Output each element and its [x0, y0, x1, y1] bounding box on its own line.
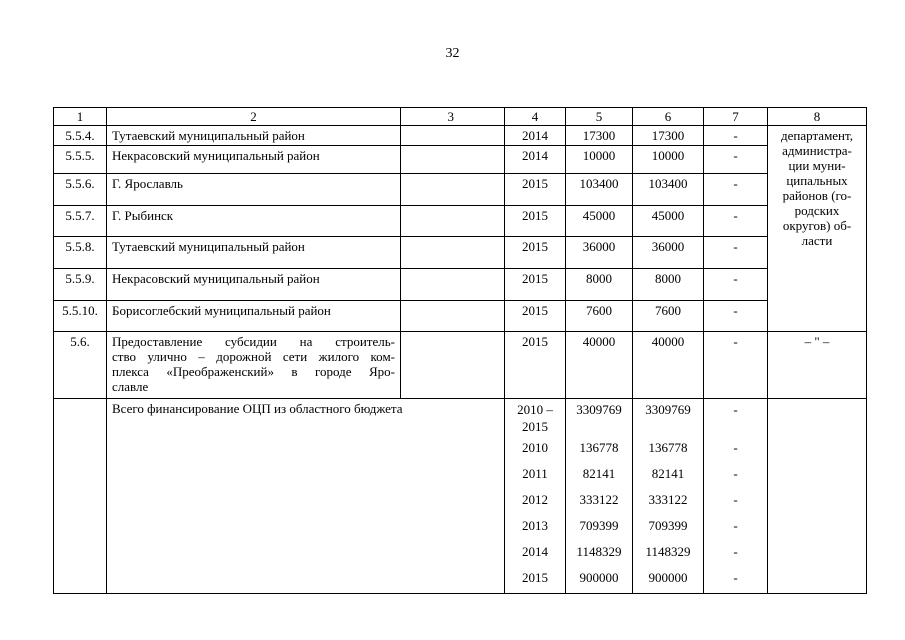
- row-value-5: 10000: [566, 146, 633, 174]
- total-value-6: 82141: [651, 466, 685, 481]
- total-number: [54, 399, 107, 594]
- total-values-7: [704, 399, 768, 594]
- total-year: 2011: [522, 466, 548, 481]
- row-col3: [401, 237, 505, 269]
- row-col3: [401, 126, 505, 146]
- total-executor: [768, 399, 867, 594]
- table-row: [54, 146, 867, 174]
- row-col3: [401, 301, 505, 332]
- total-value-7: -: [733, 402, 738, 417]
- row-value-7: -: [704, 206, 768, 237]
- row-year: 2015: [505, 174, 566, 206]
- total-value-7: -: [733, 570, 738, 585]
- row-name: Г. Ярославль: [107, 174, 401, 206]
- header-cell-4: 4: [505, 108, 566, 126]
- executor-cell: [768, 126, 867, 332]
- row-col3: [401, 206, 505, 237]
- row-executor: – " –: [768, 332, 867, 399]
- row-name: Тутаевский муниципальный район: [107, 126, 401, 146]
- row-name-line: плекса «Преображенский» в городе Яро-: [112, 364, 395, 379]
- row-name: Борисоглебский муниципальный район: [107, 301, 401, 332]
- row-number: 5.5.9.: [54, 269, 107, 301]
- row-value-6: 36000: [633, 237, 704, 269]
- row-col3: [401, 174, 505, 206]
- total-year: 2012: [522, 492, 548, 507]
- row-year: 2015: [505, 269, 566, 301]
- total-values-5: [566, 399, 633, 594]
- header-row: [54, 108, 867, 126]
- row-year: 2015: [505, 237, 566, 269]
- row-number: 5.5.6.: [54, 174, 107, 206]
- total-value-6: 136778: [648, 440, 688, 455]
- row-value-5: 103400: [566, 174, 633, 206]
- header-cell-5: 5: [566, 108, 633, 126]
- header-cell-1: 1: [54, 108, 107, 126]
- row-value-7: -: [704, 237, 768, 269]
- total-value-5: 136778: [579, 440, 619, 455]
- total-value-6: 900000: [648, 570, 688, 585]
- row-value-7: -: [704, 301, 768, 332]
- executor-line: департамент,: [781, 128, 853, 143]
- row-value-5: 36000: [566, 237, 633, 269]
- total-value-6: 333122: [648, 492, 688, 507]
- row-number: 5.5.4.: [54, 126, 107, 146]
- executor-line: ции муни-: [788, 158, 846, 173]
- total-value-7: -: [733, 466, 738, 481]
- header-cell-8: 8: [768, 108, 867, 126]
- row-number: 5.5.10.: [54, 301, 107, 332]
- row-value-5: 40000: [566, 332, 633, 399]
- header-cell-3: 3: [401, 108, 505, 126]
- executor-line: ципальных: [786, 173, 848, 188]
- header-cell-2: 2: [107, 108, 401, 126]
- row-col3: [401, 332, 505, 399]
- executor-line: районов (го-: [782, 188, 852, 203]
- row-year: 2015: [505, 206, 566, 237]
- row-value-7: -: [704, 174, 768, 206]
- row-value-5: 7600: [566, 301, 633, 332]
- total-value-6: 3309769: [645, 402, 691, 417]
- total-values-6: [633, 399, 704, 594]
- row-col3: [401, 269, 505, 301]
- row-year: 2014: [505, 126, 566, 146]
- program-table: [53, 107, 867, 594]
- total-value-6: 709399: [648, 518, 688, 533]
- row-value-7: -: [704, 126, 768, 146]
- total-value-7: -: [733, 518, 738, 533]
- table-row: [54, 206, 867, 237]
- total-years: [505, 399, 566, 594]
- row-name-line: славле: [112, 379, 149, 394]
- table-row: [54, 301, 867, 332]
- total-value-5: 709399: [579, 518, 619, 533]
- row-value-7: -: [704, 146, 768, 174]
- row-value-7: -: [704, 269, 768, 301]
- row-value-6: 8000: [633, 269, 704, 301]
- total-value-6: 1148329: [645, 544, 691, 559]
- row-number: 5.5.7.: [54, 206, 107, 237]
- row-name: Некрасовский муниципальный район: [107, 146, 401, 174]
- row-value-6: 7600: [633, 301, 704, 332]
- executor-line: ласти: [801, 233, 833, 248]
- total-value-7: -: [733, 440, 738, 455]
- table-row: [54, 126, 867, 146]
- row-year: 2014: [505, 146, 566, 174]
- total-value-5: 82141: [582, 466, 616, 481]
- row-value-5: 8000: [566, 269, 633, 301]
- executor-line: округов) об-: [782, 218, 852, 233]
- total-year: 2010 – 2015: [517, 402, 553, 434]
- total-year: 2010: [522, 440, 548, 455]
- table-row: [54, 237, 867, 269]
- total-value-5: 333122: [579, 492, 619, 507]
- row-year: 2015: [505, 332, 566, 399]
- total-value-5: 3309769: [576, 402, 622, 417]
- row-value-5: 45000: [566, 206, 633, 237]
- page-number: 32: [445, 46, 460, 61]
- row-name: Некрасовский муниципальный район: [107, 269, 401, 301]
- row-value-6: 45000: [633, 206, 704, 237]
- total-value-7: -: [733, 492, 738, 507]
- table-row: [54, 269, 867, 301]
- table-row-5-6: [54, 332, 867, 399]
- total-row: [54, 399, 867, 594]
- row-col3: [401, 146, 505, 174]
- row-name-line: Предоставление субсидии на строитель-: [112, 334, 395, 349]
- row-year: 2015: [505, 301, 566, 332]
- total-year: 2014: [522, 544, 548, 559]
- row-number: 5.5.8.: [54, 237, 107, 269]
- row-name-line: ство улично – дорожной сети жилого ком-: [112, 349, 395, 364]
- header-cell-7: 7: [704, 108, 768, 126]
- table-row: [54, 174, 867, 206]
- row-name: Г. Рыбинск: [107, 206, 401, 237]
- row-name: [107, 332, 401, 399]
- row-value-6: 10000: [633, 146, 704, 174]
- row-number: 5.6.: [54, 332, 107, 399]
- row-value-5: 17300: [566, 126, 633, 146]
- total-year: 2013: [522, 518, 548, 533]
- row-value-6: 40000: [633, 332, 704, 399]
- row-number: 5.5.5.: [54, 146, 107, 174]
- header-cell-6: 6: [633, 108, 704, 126]
- row-value-7: -: [704, 332, 768, 399]
- total-value-7: -: [733, 544, 738, 559]
- executor-line: родских: [794, 203, 840, 218]
- total-value-5: 1148329: [576, 544, 622, 559]
- total-value-5: 900000: [579, 570, 619, 585]
- row-value-6: 17300: [633, 126, 704, 146]
- total-year: 2015: [522, 570, 548, 585]
- row-value-6: 103400: [633, 174, 704, 206]
- executor-line: администра-: [782, 143, 852, 158]
- total-label: Всего финансирование ОЦП из областного бюджета: [107, 399, 505, 594]
- row-name: Тутаевский муниципальный район: [107, 237, 401, 269]
